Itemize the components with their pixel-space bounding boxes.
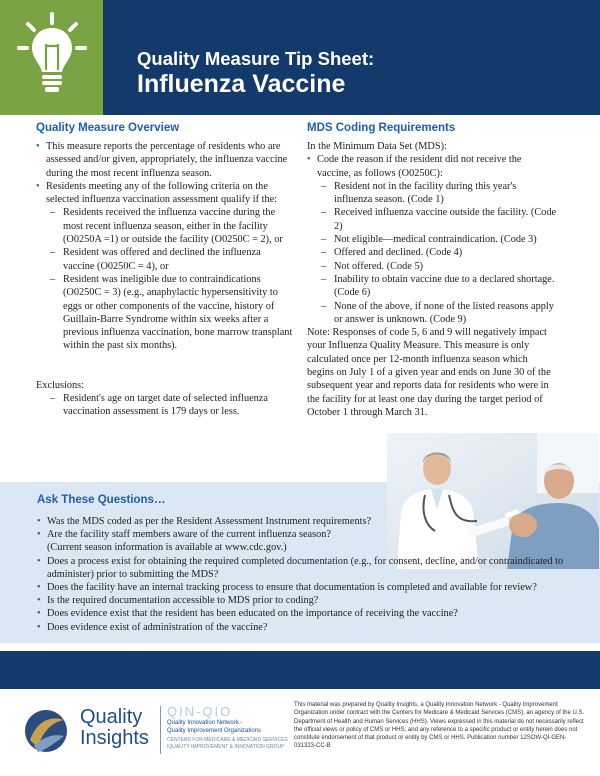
logo-divider <box>160 706 161 754</box>
question-note: (Current season information is available at www.cdc.gov.) <box>47 542 287 554</box>
question-item: • Does evidence exist that the resident has been educated on the importance of receiving the vaccine? <box>37 607 577 620</box>
cms-subline-1: CENTERS FOR MEDICARE & MEDICAID SERVICES <box>167 737 288 743</box>
question-item: • Does a process exist for obtaining the required completed documentation (e.g., for consent, decline, and/or contraindicated to administer) prior to submitting the MDS? <box>37 555 577 581</box>
question-item: • Was the MDS coded as per the Resident Assessment Instrument requirements? <box>37 515 577 528</box>
exclusions-label: Exclusions: <box>36 379 85 391</box>
overview-bullet: • This measure reports the percentage of residents who are assessed and/or given, appropriately, the influenza vaccine during the most recent influenza season. <box>36 140 293 180</box>
code-item: – Offered and declined. (Code 4) <box>307 246 557 259</box>
qin-tagline-2: Quality Improvement Organizations <box>167 728 262 734</box>
quality-insights-logo-icon <box>24 706 68 756</box>
disclaimer-text: This material was prepared by Quality Insights, a Quality Innovation Network - Quality Improvement Organization under contract with the Centers for Medicare & Medicaid Services (CMS), an agency of the U.S. Department of Health and Human Services (HHS). Views expressed in this material do not necessarily reflect the official views or policy of CMS or HHS, and any reference to a specific product or entity herein does not constitute endorsement of that product or entity by CMS or HHS. Publication number 12SOW-QI-GEN-031323-CC-B <box>294 702 585 750</box>
mds-body <box>307 140 557 419</box>
code-item: – Inability to obtain vaccine due to a declared shortage. (Code 6) <box>307 273 557 300</box>
criteria-item: – Resident was offered and declined the influenza vaccine (O0250C = 4), or <box>36 246 293 273</box>
code-item: – Not eligible—medical contraindication. (Code 3) <box>307 233 557 246</box>
criteria-item: – Residents received the influenza vaccine during the most recent influenza season, either in the facility (O0250A =1) or outside the facility (O0250C = 2), or <box>36 206 293 246</box>
code-item: – Not offered. (Code 5) <box>307 260 557 273</box>
question-item: • Does evidence exist of administration of the vaccine? <box>37 621 577 634</box>
mds-note: Note: Responses of code 5, 6 and 9 will negatively impact your Influenza Quality Measure. This measure is only calculated once per 12-month influenza season which begins on July 1 of a given year and ends on June 30 of the subsequent year and reports data for residents who were in the facility for at least one day during the target period of October 1 through March 31. <box>307 327 551 418</box>
icon-box <box>0 0 103 115</box>
code-item: – Resident not in the facility during this year's influenza season. (Code 1) <box>307 180 557 207</box>
mds-intro: In the Minimum Data Set (MDS): <box>307 141 447 152</box>
mds-bullet: • Code the reason if the resident did not receive the vaccine, as follows (O0250C): <box>307 153 557 180</box>
criteria-item: – Resident was ineligible due to contraindications (O0250C = 3) (e.g., anaphylactic hypersensitivity to eggs or other components of the vaccine, history of Guillain-Barre Syndrome within six weeks after a previous influenza vaccination, bone marrow transplant within the past six months). <box>36 273 293 353</box>
mds-heading: MDS Coding Requirements <box>307 122 456 134</box>
title-line-2: Influenza Vaccine <box>137 70 346 98</box>
cms-subline-2: IQUALITY IMPROVEMENT & INNOVATION GROUP <box>167 744 285 750</box>
title-line-1: Quality Measure Tip Sheet: <box>137 48 375 69</box>
overview-bullet: • Residents meeting any of the following criteria on the selected influenza vaccination assessment qualify if the: <box>36 180 293 207</box>
question-item: • Are the facility staff members aware of the current influenza season? <box>37 528 577 541</box>
logo-word-quality: Quality <box>80 706 143 728</box>
ask-list <box>37 515 577 634</box>
qin-tagline-1: Quality Innovation Network - <box>167 720 243 726</box>
logo-word-insights: Insights <box>80 727 149 749</box>
exclusion-item: – Resident's age on target date of selected influenza vaccination assessment is 179 days or less. <box>36 392 293 419</box>
question-item: • Is the required documentation accessible to MDS prior to coding? <box>37 594 577 607</box>
ask-heading: Ask These Questions… <box>37 494 166 506</box>
question-item: • Does the facility have an internal tracking process to ensure that documentation is completed and available for review? <box>37 581 577 594</box>
overview-body <box>36 140 293 419</box>
code-item: – None of the above, if none of the listed reasons apply or answer is unknown. (Code 9) <box>307 300 557 327</box>
code-item: – Received influenza vaccine outside the facility. (Code 2) <box>307 206 557 233</box>
qin-qio-mark: QIN-QIO <box>167 704 233 719</box>
lightbulb-icon <box>16 10 88 102</box>
overview-heading: Quality Measure Overview <box>36 122 180 134</box>
footer-bar <box>0 651 600 689</box>
